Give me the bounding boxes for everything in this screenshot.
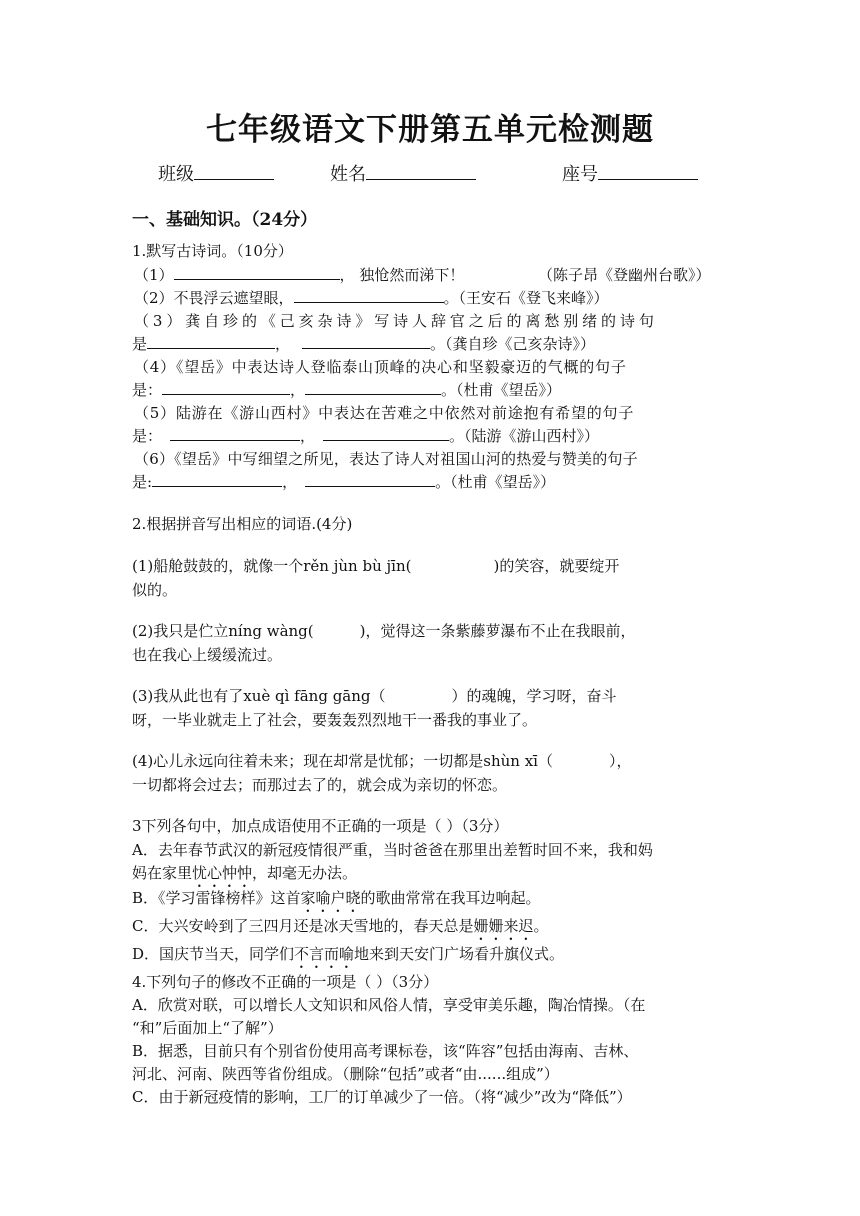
- dotted-idiom: 姗姗来迟: [473, 917, 534, 935]
- answer-blank[interactable]: [323, 425, 449, 441]
- answer-blank[interactable]: [294, 287, 444, 303]
- name-label: 姓名: [330, 164, 366, 185]
- q2-item-4-cont: 一切都将会过去；而那过去了的，就会成为亲切的怀恋。: [132, 776, 508, 794]
- answer-blank[interactable]: [170, 425, 300, 441]
- q4-option-b: B．据悉，目前只有个别省份使用高考课标卷，该“阵容”包括由海南、吉林、: [132, 1042, 639, 1060]
- q4-heading: 4.下列句子的修改不正确的一项是（ ）（3分）: [132, 973, 439, 991]
- q3-option-d: D．国庆节当天，同学们不言而喻地来到天安门广场看升旗仪式。: [132, 945, 565, 963]
- q1-heading: 1.默写古诗词。（10分）: [132, 242, 293, 260]
- q1-line-1: （1） ， 独怆然而涕下！: [134, 266, 465, 284]
- answer-blank[interactable]: [174, 264, 340, 280]
- q3-option-b: B．《学习雷锋榜样》这首家喻户晓的歌曲常常在我耳边响起。: [132, 889, 541, 907]
- q3-option-c: C．大兴安岭到了三四月还是冰天雪地的，春天总是姗姗来迟。: [132, 917, 549, 935]
- q1-line-5: （5）陆游在《游山西村》中表达在苦难之中依然对前途抱有希望的句子: [134, 404, 635, 422]
- q4-option-b-cont: 河北、河南、陕西等省份组成。（删除“包括”或者“由......组成”）: [132, 1065, 559, 1083]
- name-field: [330, 160, 476, 186]
- q2-item-2-cont: 也在我心上缓缓流过。: [132, 646, 283, 664]
- q1-line-1-source: （陈子昂《登幽州台歌》）: [538, 266, 711, 284]
- class-field: [158, 160, 274, 186]
- q1-line-2: （2）不畏浮云遮望眼， 。（王安石《登飞来峰》）: [134, 289, 609, 307]
- q1-line-6: （6）《望岳》中写细望之所见，表达了诗人对祖国山河的热爱与赞美的句子: [134, 450, 638, 468]
- q4-option-a-cont: “和”后面加上“了解”）: [132, 1019, 283, 1037]
- q4-option-c: C．由于新冠疫情的影响，工厂的订单减少了一倍。（将“减少”改为“降低”）: [132, 1088, 632, 1106]
- q1-line-3: （3）龚自珍的《己亥杂诗》写诗人辞官之后的离愁别绪的诗句: [134, 312, 658, 330]
- section-heading: 一、基础知识。（24分）: [132, 210, 318, 230]
- seat-field: [562, 160, 698, 186]
- seat-blank[interactable]: [598, 161, 698, 180]
- q3-option-a-cont: 妈在家里忧心忡忡，却毫无办法。: [132, 864, 358, 882]
- q1-line-4: （4）《望岳》中表达诗人登临泰山顶峰的决心和坚毅豪迈的气概的句子: [134, 358, 627, 376]
- q2-item-3: (3)我从此也有了xuè qì fāng gāng（ ）的魂魄，学习呀，奋斗: [132, 687, 617, 705]
- q2-item-4: (4)心儿永远向往着未来；现在却常是忧郁；一切都是shùn xī（ ），: [132, 752, 632, 770]
- q2-heading: 2.根据拼音写出相应的词语.(4分): [132, 515, 353, 533]
- q3-heading: 3下列各句中，加点成语使用不正确的一项是（ ）（3分）: [132, 817, 509, 835]
- q2-item-1-cont: 似的。: [132, 581, 178, 599]
- q3-option-a: A．去年春节武汉的新冠疫情很严重，当时爸爸在那里出差暂时回不来，我和妈: [132, 841, 653, 859]
- q1-line-5-cont: 是： ， 。（陆游《游山西村》）: [132, 427, 600, 445]
- answer-blank[interactable]: [305, 471, 435, 487]
- page-title: 七年级语文下册第五单元检测题: [206, 112, 654, 148]
- answer-blank[interactable]: [305, 379, 441, 395]
- name-blank[interactable]: [366, 161, 476, 180]
- seat-label: 座号: [562, 164, 598, 185]
- class-label: 班级: [158, 164, 194, 185]
- dotted-idiom: 不言而喻: [294, 945, 355, 963]
- q1-line-6-cont: 是: ， 。（杜甫《望岳》）: [132, 473, 556, 491]
- answer-blank[interactable]: [302, 333, 430, 349]
- class-blank[interactable]: [194, 161, 274, 180]
- answer-blank[interactable]: [147, 333, 275, 349]
- q2-item-3-cont: 呀，一毕业就走上了社会，要轰轰烈烈地干一番我的事业了。: [132, 711, 538, 729]
- q2-item-1: (1)船舱鼓鼓的，就像一个rěn jùn bù jīn( )的笑容，就要绽开: [132, 557, 620, 575]
- dotted-idiom: 家喻户晓: [300, 889, 361, 907]
- q2-item-2: (2)我只是伫立níng wàng( )，觉得这一条紫藤萝瀑布不止在我眼前，: [132, 622, 636, 640]
- q1-line-3-cont: 是 ， 。（龚自珍《己亥杂诗》）: [132, 335, 596, 353]
- answer-blank[interactable]: [162, 379, 290, 395]
- q1-line-4-cont: 是： ， 。（杜甫《望岳》）: [132, 381, 562, 399]
- q4-option-a: A．欣赏对联，可以增长人文知识和风俗人情，享受审美乐趣，陶冶情操。（在: [132, 996, 646, 1014]
- answer-blank[interactable]: [152, 471, 282, 487]
- dotted-idiom: 忧心忡忡: [192, 864, 253, 882]
